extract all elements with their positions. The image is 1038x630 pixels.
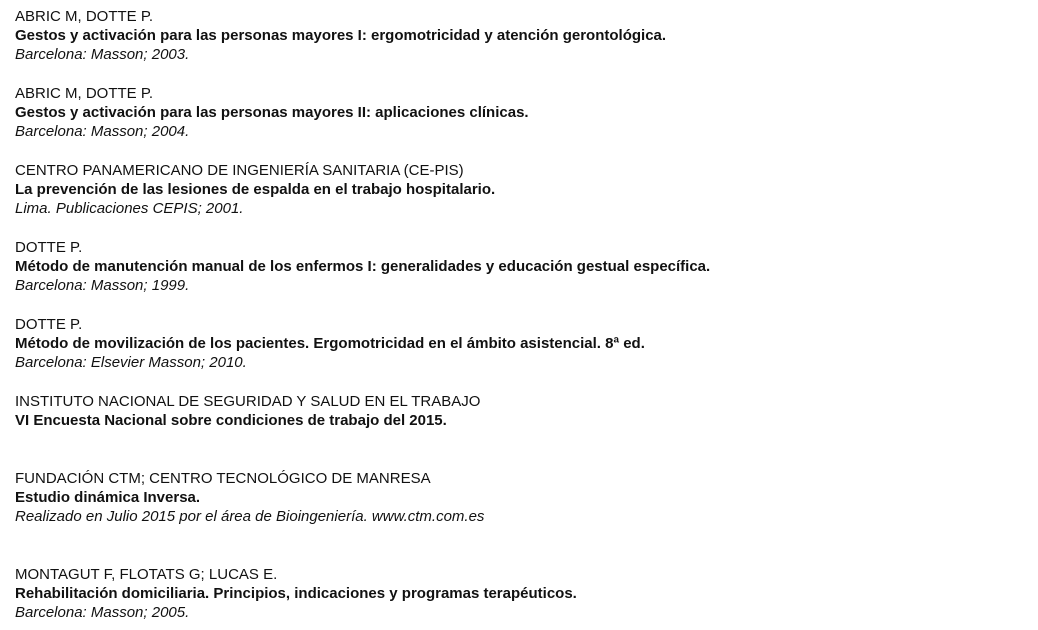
reference-author: CENTRO PANAMERICANO DE INGENIERÍA SANITARIA (CE-PIS) [15, 162, 464, 179]
reference-title: Rehabilitación domiciliaria. Principios, indicaciones y programas terapéuticos. [15, 585, 577, 602]
reference-item [15, 161, 1025, 218]
reference-title: Método de manutención manual de los enfermos I: generalidades y educación gestual específica. [15, 258, 711, 275]
reference-title: Método de movilización de los pacientes. Ergomotricidad en el ámbito asistencial. 8ª ed. [15, 335, 645, 352]
reference-item [15, 392, 1025, 430]
reference-item [15, 469, 1025, 526]
reference-publication: Barcelona: Elsevier Masson; 2010. [15, 354, 247, 371]
reference-author: INSTITUTO NACIONAL DE SEGURIDAD Y SALUD EN EL TRABAJO [15, 393, 481, 410]
reference-author: MONTAGUT F, FLOTATS G; LUCAS E. [15, 566, 278, 583]
reference-item [15, 84, 1025, 141]
reference-item [15, 238, 1025, 295]
reference-author: FUNDACIÓN CTM; CENTRO TECNOLÓGICO DE MANRESA [15, 470, 431, 487]
reference-publication: Barcelona: Masson; 2004. [15, 123, 190, 140]
reference-item [15, 315, 1025, 372]
reference-item [15, 7, 1025, 64]
reference-title: Gestos y activación para las personas mayores II: aplicaciones clínicas. [15, 104, 529, 121]
reference-publication: Barcelona: Masson; 2005. [15, 604, 190, 621]
reference-publication: Realizado en Julio 2015 por el área de Bioingeniería. www.ctm.com.es [15, 508, 485, 525]
reference-item [15, 565, 1025, 622]
reference-title: La prevención de las lesiones de espalda en el trabajo hospitalario. [15, 181, 496, 198]
reference-author: ABRIC M, DOTTE P. [15, 85, 154, 102]
reference-author: DOTTE P. [15, 316, 83, 333]
reference-publication: Barcelona: Masson; 2003. [15, 46, 190, 63]
reference-publication: Barcelona: Masson; 1999. [15, 277, 190, 294]
reference-title: Estudio dinámica Inversa. [15, 489, 201, 506]
reference-author: DOTTE P. [15, 239, 83, 256]
reference-title: VI Encuesta Nacional sobre condiciones de trabajo del 2015. [15, 412, 447, 429]
reference-title: Gestos y activación para las personas mayores I: ergomotricidad y atención gerontológica. [15, 27, 667, 44]
reference-author: ABRIC M, DOTTE P. [15, 8, 154, 25]
reference-publication: Lima. Publicaciones CEPIS; 2001. [15, 200, 244, 217]
